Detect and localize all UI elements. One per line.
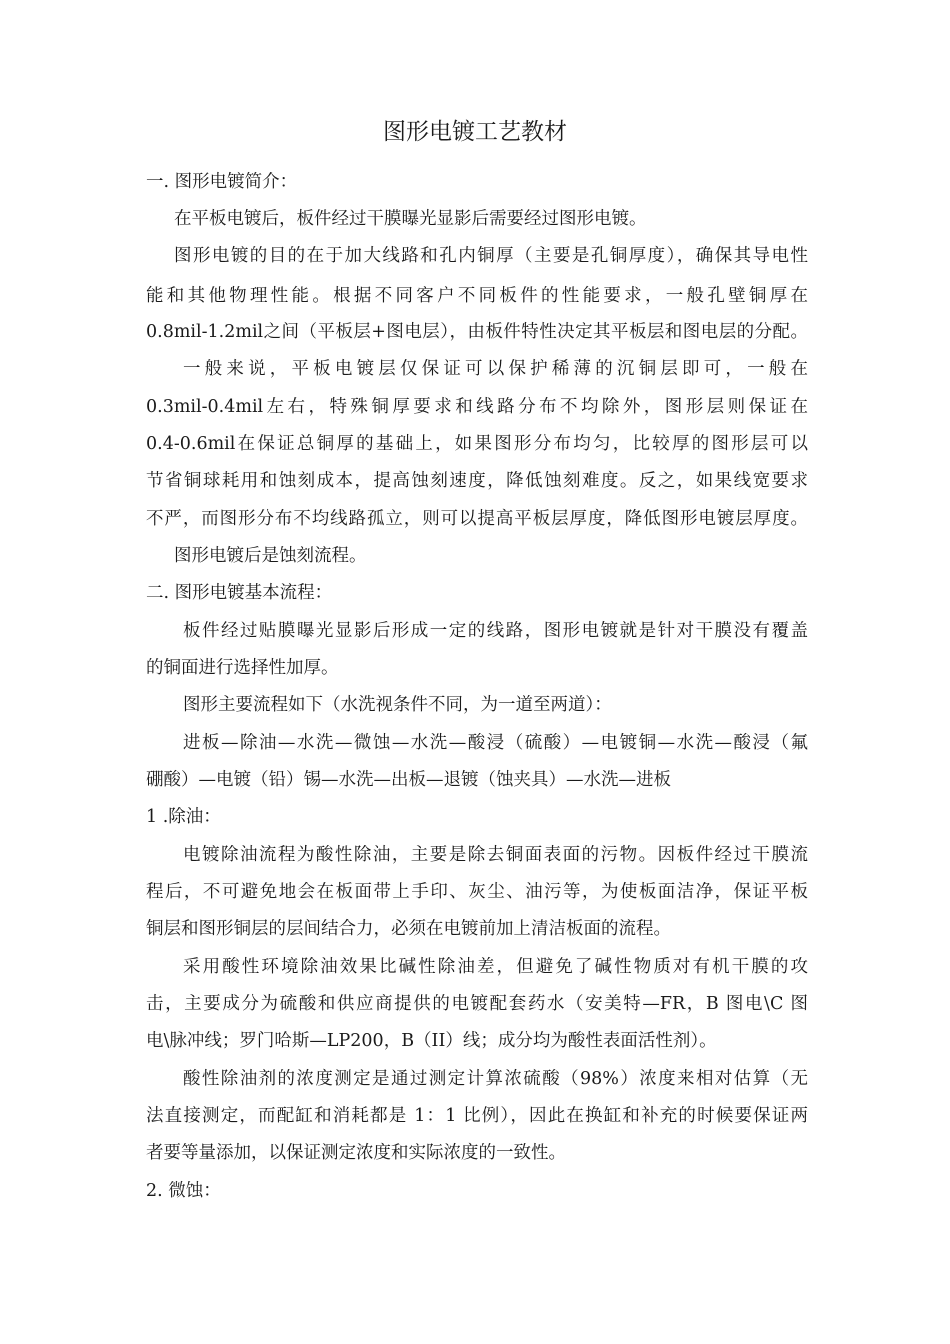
paragraph-line: 不严，而图形分布不均线路孤立，则可以提高平板层厚度，降低图形电镀层厚度。 xyxy=(146,509,808,529)
process-flow-line: 进板—除油—水洗—微蚀—水洗—酸浸（硫酸）—电镀铜—水洗—酸浸（氟 xyxy=(183,733,808,753)
paragraph-line: 法直接测定，而配缸和消耗都是 1：1 比例），因此在换缸和补充的时候要保证两 xyxy=(146,1106,808,1126)
paragraph-line: 一般来说，平板电镀层仅保证可以保护稀薄的沉铜层即可，一般在 xyxy=(183,359,808,379)
paragraph-line: 0.3mil-0.4mil左右，特殊铜厚要求和线路分布不均除外，图形层则保证在 xyxy=(146,397,808,417)
paragraph-line: 采用酸性环境除油效果比碱性除油差，但避免了碱性物质对有机干膜的攻 xyxy=(183,957,808,977)
paragraph-line: 击，主要成分为硫酸和供应商提供的电镀配套药水（安美特—FR，B 图电\C 图 xyxy=(146,994,808,1014)
paragraph-line: 在平板电镀后，板件经过干膜曝光显影后需要经过图形电镀。 xyxy=(174,209,647,229)
document-title: 图形电镀工艺教材 xyxy=(383,119,567,145)
paragraph-line: 铜层和图形铜层的层间结合力，必须在电镀前加上清洁板面的流程。 xyxy=(146,919,671,939)
paragraph-line: 者要等量添加，以保证测定浓度和实际浓度的一致性。 xyxy=(146,1143,566,1163)
section-heading-1: 一. 图形电镀简介： xyxy=(146,172,298,192)
paragraph-line: 的铜面进行选择性加厚。 xyxy=(146,658,339,678)
paragraph-line: 酸性除油剂的浓度测定是通过测定计算浓硫酸（98%）浓度来相对估算（无 xyxy=(183,1069,808,1089)
paragraph-line: 节省铜球耗用和蚀刻成本，提高蚀刻速度，降低蚀刻难度。反之，如果线宽要求 xyxy=(146,471,808,491)
paragraph-line: 板件经过贴膜曝光显影后形成一定的线路，图形电镀就是针对干膜没有覆盖 xyxy=(183,621,808,641)
paragraph-line: 0.8mil-1.2mil之间（平板层+图电层），由板件特性决定其平板层和图电层的分配。 xyxy=(146,322,808,342)
paragraph-line: 电镀除油流程为酸性除油，主要是除去铜面表面的污物。因板件经过干膜流 xyxy=(183,845,808,865)
subsection-heading-2: 2. 微蚀： xyxy=(146,1181,221,1201)
paragraph-line: 程后，不可避免地会在板面带上手印、灰尘、油污等，为使板面洁净，保证平板 xyxy=(146,882,808,902)
paragraph-line: 0.4-0.6mil在保证总铜厚的基础上，如果图形分布均匀，比较厚的图形层可以 xyxy=(146,434,808,454)
paragraph-line: 能和其他物理性能。根据不同客户不同板件的性能要求，一般孔壁铜厚在 xyxy=(146,286,808,306)
paragraph-line: 图形电镀后是蚀刻流程。 xyxy=(174,546,367,566)
paragraph-line: 图形主要流程如下（水洗视条件不同，为一道至两道）： xyxy=(183,695,612,715)
paragraph-line: 电\脉冲线；罗门哈斯—LP200，B（II）线；成分均为酸性表面活性剂）。 xyxy=(146,1031,717,1051)
process-flow-line: 硼酸）—电镀（铅）锡—水洗—出板—退镀（蚀夹具）—水洗—进板 xyxy=(146,770,671,790)
section-heading-2: 二. 图形电镀基本流程： xyxy=(146,583,333,603)
subsection-heading-1: 1 .除油： xyxy=(146,807,221,827)
paragraph-line: 图形电镀的目的在于加大线路和孔内铜厚（主要是孔铜厚度），确保其导电性 xyxy=(174,246,808,266)
